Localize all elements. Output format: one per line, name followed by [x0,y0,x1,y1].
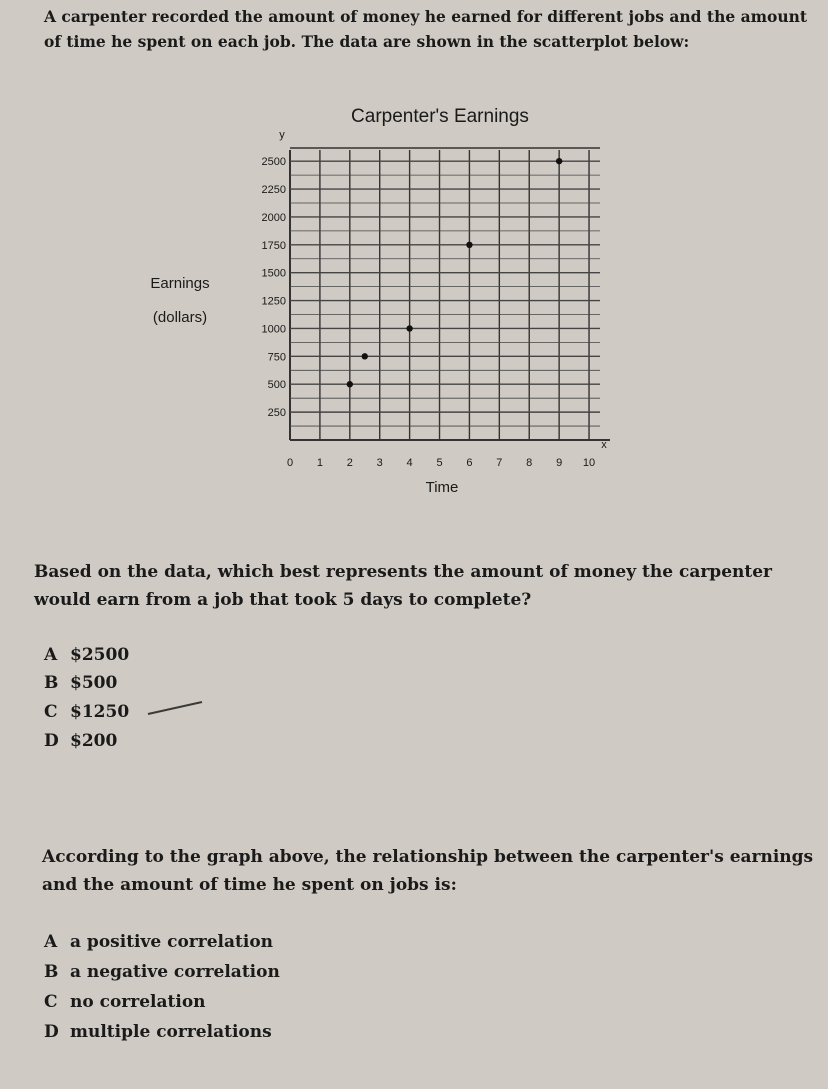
x-tick-label: 9 [556,457,563,469]
x-tick-label: 3 [376,457,383,469]
y-tick-label: 2000 [261,211,286,224]
data-point [362,353,368,359]
y-tick-label: 1500 [261,267,286,280]
scatter-chart [130,100,630,500]
y-tick-label: 1250 [261,295,286,308]
x-tick-label: 1 [316,457,323,469]
y-tick-label: 250 [267,407,286,420]
q2-option-d[interactable]: D multiple correlations [44,1022,272,1042]
chart-title: Carpenter's Earnings [351,106,529,127]
intro-text: A carpenter recorded the amount of money he earned for different jobs and the amount of time he spent on each job. The data are shown in the scatterplot below: [44,7,808,51]
q1-option-a[interactable]: A $2500 [44,645,130,665]
q1-option-c[interactable]: C $1250 [44,702,130,722]
question-1-text: Based on the data, which best represents the amount of money the carpenter would earn from a job that took 5 days to complete? [34,562,772,610]
data-point [406,325,412,331]
x-tick-label: 8 [526,457,533,469]
x-tick-label: 6 [466,457,473,469]
x-axis-label: Time [425,479,459,496]
y-tick-label: 1000 [261,323,286,336]
y-axis-label-line1: Earnings [150,275,210,292]
q1-option-b[interactable]: B $500 [44,673,118,693]
y-axis-label-line2: (dollars) [152,309,208,326]
x-tick-label: 5 [436,457,443,469]
y-axis-symbol: y [279,129,285,141]
x-tick-label: 4 [406,457,413,469]
q1-option-d[interactable]: D $200 [44,731,118,751]
x-axis-symbol: x [601,439,607,451]
data-point [556,158,562,164]
data-point [466,242,472,248]
pencil-check-mark [146,698,206,720]
y-tick-label: 2250 [261,184,286,197]
y-tick-label: 2500 [261,156,286,169]
data-point [347,381,353,387]
q2-option-a[interactable]: A a positive correlation [44,932,274,952]
q2-option-b[interactable]: B a negative correlation [44,962,280,982]
x-tick-label: 7 [496,457,503,469]
x-tick-label: 10 [582,457,596,469]
q2-option-c[interactable]: C no correlation [44,992,206,1012]
x-tick-label: 0 [286,457,294,469]
question-2-text: According to the graph above, the relationship between the carpenter's earnings and the amount of time he spent on jobs is: [42,847,814,895]
y-tick-label: 1750 [261,239,286,252]
y-tick-label: 750 [267,351,286,364]
x-tick-label: 2 [346,457,353,469]
y-tick-label: 500 [267,379,286,392]
